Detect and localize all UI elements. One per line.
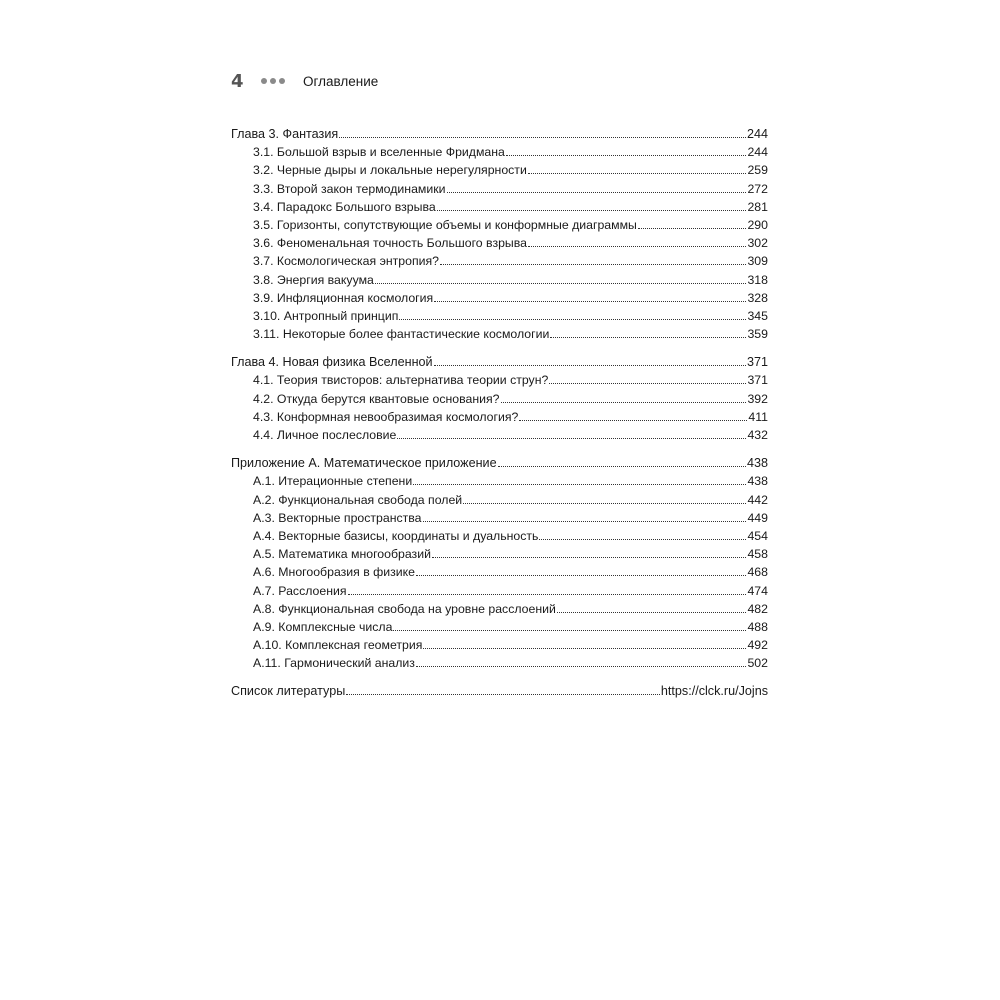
dot-leader (557, 612, 747, 613)
toc-entry-title: Глава 3. Фантазия (231, 127, 339, 141)
toc-entry-page: 474 (747, 583, 768, 598)
page-number: 4 (231, 70, 244, 92)
dot-leader (550, 337, 746, 338)
toc-chapter-entry[interactable] (231, 682, 768, 700)
toc-section-entry[interactable] (231, 371, 768, 389)
toc-entry-title: 4.4. Личное послесловие (253, 428, 397, 442)
dot-leader (528, 246, 746, 247)
dot-leader (423, 521, 747, 522)
toc-entry-page: 502 (747, 656, 768, 671)
toc-chapter-entry[interactable] (231, 353, 768, 371)
dot-leader (416, 666, 747, 667)
dot-leader (501, 402, 747, 403)
toc-entry-title: 3.4. Парадокс Большого взрыва (253, 199, 436, 214)
toc-entry-page: 482 (747, 601, 768, 616)
toc-entry-title: А.10. Комплексная геометрия (253, 638, 423, 653)
toc-entry-page: 371 (747, 373, 768, 388)
toc-section-entry[interactable] (231, 654, 768, 672)
dot-leader (393, 630, 746, 631)
dot-leader (375, 283, 747, 284)
toc-entry-title: 3.5. Горизонты, сопутствующие объемы и конформные диаграммы (253, 217, 637, 232)
toc-section-entry[interactable] (231, 527, 768, 545)
toc-entry-page: https://clck.ru/Jojns (660, 684, 768, 699)
toc-entry-page: 318 (747, 272, 768, 287)
toc-entry-title: А.2. Функциональная свобода полей (253, 492, 463, 507)
toc-entry-title: 3.8. Энергия вакуума (253, 272, 374, 287)
toc-entry-page: 454 (747, 528, 768, 543)
toc-entry-title: 3.10. Антропный принцип (253, 308, 399, 323)
toc-entry-page: 272 (747, 181, 768, 196)
toc-section-entry[interactable] (231, 216, 768, 234)
toc-entry-page: 244 (746, 127, 768, 141)
toc-section-entry[interactable] (231, 307, 768, 325)
toc-entry-title: Список литературы (231, 684, 346, 699)
toc-entry-title: Глава 4. Новая физика Вселенной (231, 355, 433, 370)
dot-leader (399, 319, 746, 320)
toc-section-entry[interactable] (231, 636, 768, 654)
toc-section-entry[interactable] (231, 582, 768, 600)
toc-entry-title: А.11. Гармонический анализ (253, 656, 415, 671)
toc-section-entry[interactable] (231, 545, 768, 563)
toc-section-entry[interactable] (231, 600, 768, 618)
toc-section-entry[interactable] (231, 509, 768, 527)
toc-section-entry[interactable] (231, 289, 768, 307)
toc-entry-page: 290 (747, 217, 768, 232)
dot-leader (549, 383, 746, 384)
toc-section-entry[interactable] (231, 325, 768, 343)
toc-entry-page: 328 (747, 290, 768, 305)
toc-section-entry[interactable] (231, 234, 768, 252)
dot-leader (463, 503, 746, 504)
toc-section-entry[interactable] (231, 198, 768, 216)
dot-leader (413, 484, 746, 485)
toc-section-entry[interactable] (231, 143, 768, 161)
toc-entry-title: 4.1. Теория твисторов: альтернатива теории струн? (253, 373, 549, 388)
toc-entry-title: А.9. Комплексные числа (253, 619, 393, 634)
toc-entry-title: 3.11. Некоторые более фантастические космологии (253, 327, 550, 342)
toc-entry-title: А.7. Расслоения (253, 583, 347, 598)
toc-entry-page: 488 (747, 619, 768, 634)
toc-entry-title: 3.1. Большой взрыв и вселенные Фридмана (253, 145, 505, 160)
toc-section-entry[interactable] (231, 491, 768, 509)
dot-leader (519, 420, 747, 421)
toc-entry-title: А.8. Функциональная свобода на уровне расслоений (253, 601, 556, 616)
toc-entry-title: 3.7. Космологическая энтропия? (253, 254, 439, 269)
dot-leader (498, 466, 746, 467)
dot-leader (416, 575, 746, 576)
toc-entry-page: 411 (748, 409, 768, 424)
toc-entry-page: 309 (747, 254, 768, 269)
toc-entry-page: 449 (747, 510, 768, 525)
toc-section-entry[interactable] (231, 390, 768, 408)
toc-entry-page: 392 (747, 391, 768, 406)
toc-chapter-entry[interactable] (231, 454, 768, 472)
toc-section-entry[interactable] (231, 180, 768, 198)
toc-entry-title: А.4. Векторные базисы, координаты и дуальность (253, 528, 539, 543)
running-header (231, 70, 378, 92)
toc-entry-title: Приложение А. Математическое приложение (231, 456, 497, 471)
table-of-contents (231, 125, 768, 701)
toc-entry-page: 432 (747, 428, 768, 442)
running-title: Оглавление (303, 73, 379, 89)
dot-leader (638, 228, 747, 229)
toc-entry-page: 438 (747, 474, 768, 489)
dot-leader (437, 210, 747, 211)
toc-entry-title: 3.6. Феноменальная точность Большого взрыва (253, 236, 527, 251)
toc-entry-page: 345 (747, 308, 768, 323)
toc-entry-page: 458 (747, 547, 768, 562)
dot-leader (447, 192, 747, 193)
toc-entry-page: 259 (747, 163, 768, 178)
ellipsis-dots-icon (261, 78, 285, 84)
toc-section-entry[interactable] (231, 618, 768, 636)
toc-entry-page: 244 (747, 145, 768, 160)
toc-entry-title: А.3. Векторные пространства (253, 510, 422, 525)
dot-leader (528, 173, 747, 174)
dot-leader (339, 137, 746, 138)
toc-entry-title: 3.3. Второй закон термодинамики (253, 181, 446, 196)
toc-entry-title: А.5. Математика многообразий (253, 547, 431, 562)
dot-leader (440, 264, 747, 265)
dot-leader (506, 155, 747, 156)
toc-entry-page: 442 (747, 492, 768, 507)
toc-section-entry[interactable] (231, 271, 768, 289)
toc-entry-title: 4.3. Конформная невообразимая космология? (253, 409, 519, 424)
toc-entry-title: 4.2. Откуда берутся квантовые основания? (253, 391, 500, 406)
dot-leader (397, 438, 746, 439)
toc-entry-page: 492 (747, 638, 768, 653)
toc-chapter-entry[interactable] (231, 125, 768, 143)
dot-leader (434, 301, 746, 302)
toc-entry-page: 359 (747, 327, 768, 342)
toc-entry-page: 281 (747, 199, 768, 214)
toc-entry-page: 468 (747, 565, 768, 580)
dot-leader (348, 594, 747, 595)
toc-entry-page: 302 (747, 236, 768, 251)
toc-entry-title: 3.9. Инфляционная космология (253, 290, 434, 305)
dot-leader (434, 365, 746, 366)
toc-section-entry[interactable] (231, 408, 768, 426)
dot-leader (423, 648, 746, 649)
toc-section-entry[interactable] (231, 252, 768, 270)
toc-entry-title: А.1. Итерационные степени (253, 474, 413, 489)
toc-entry-page: 438 (746, 456, 768, 471)
dot-leader (539, 539, 746, 540)
dot-leader (432, 557, 747, 558)
toc-section-entry[interactable] (231, 426, 768, 444)
toc-section-entry[interactable] (231, 161, 768, 179)
dot-leader (346, 694, 660, 695)
toc-entry-page: 371 (746, 355, 768, 370)
toc-entry-title: А.6. Многообразия в физике (253, 565, 416, 580)
toc-section-entry[interactable] (231, 472, 768, 490)
toc-entry-title: 3.2. Черные дыры и локальные нерегулярности (253, 163, 527, 178)
toc-section-entry[interactable] (231, 563, 768, 581)
